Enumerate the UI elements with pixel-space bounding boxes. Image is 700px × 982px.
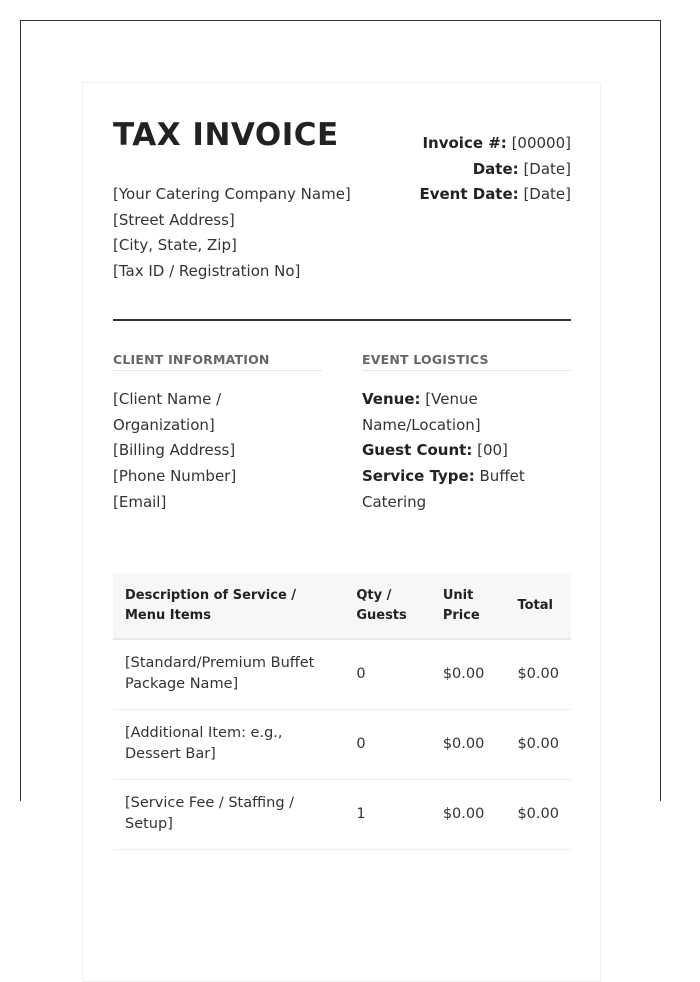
event-body: [362, 387, 571, 516]
service-type-label: Service Type:: [362, 467, 475, 486]
row-qty: 0: [344, 639, 431, 710]
company-details: [113, 182, 373, 285]
table-row: [113, 710, 571, 780]
event-date-value: [Date]: [523, 185, 571, 204]
client-heading: CLIENT INFORMATION: [113, 352, 322, 371]
invoice-date-row: [419, 157, 571, 183]
service-type-value: Buffet Catering: [362, 467, 525, 511]
row-description: [Standard/Premium Buffet Package Name]: [113, 639, 344, 710]
header-unit-price: Unit Price: [431, 573, 506, 639]
row-unit-price: $0.00: [431, 780, 506, 850]
client-information: [113, 352, 322, 516]
event-logistics: [362, 352, 571, 516]
table-header: [113, 573, 571, 639]
invoice-page: [82, 82, 601, 982]
row-total: $0.00: [505, 710, 571, 780]
company-city: [City, State, Zip]: [113, 236, 237, 255]
table-body: [113, 639, 571, 850]
guest-count-label: Guest Count:: [362, 441, 473, 460]
guest-count-value: [00]: [477, 441, 508, 460]
client-email: [Email]: [113, 492, 167, 511]
invoice-title: TAX INVOICE: [113, 117, 339, 153]
row-total: $0.00: [505, 639, 571, 710]
header-qty: Qty / Guests: [344, 573, 431, 639]
table-row: [113, 639, 571, 710]
invoice-meta: [419, 131, 571, 208]
client-body: [113, 387, 322, 516]
table-header-row: [113, 573, 571, 639]
invoice-number-row: [419, 131, 571, 157]
invoice-number-label: Invoice #:: [422, 134, 507, 152]
document-viewport[interactable]: [20, 20, 661, 832]
company-name: [Your Catering Company Name]: [113, 185, 351, 203]
row-description: [Additional Item: e.g., Dessert Bar]: [113, 710, 344, 780]
event-date-label: Event Date:: [419, 185, 519, 204]
row-description: [Service Fee / Staffing / Setup]: [113, 780, 344, 850]
row-qty: 0: [344, 710, 431, 780]
header-description: Description of Service / Menu Items: [113, 573, 344, 639]
event-heading: EVENT LOGISTICS: [362, 352, 571, 371]
line-items-table: [113, 573, 571, 850]
invoice-date-label: Date:: [472, 159, 519, 178]
client-phone: [Phone Number]: [113, 467, 237, 486]
event-service-type: [362, 464, 571, 515]
header-divider: [113, 319, 571, 321]
table-row: [113, 780, 571, 850]
client-billing-address: [Billing Address]: [113, 441, 236, 460]
company-tax-id: [Tax ID / Registration No]: [113, 262, 301, 281]
venue-value: [Venue Name/Location]: [362, 390, 481, 434]
event-venue: [362, 387, 571, 438]
row-qty: 1: [344, 780, 431, 850]
invoice-date-value: [Date]: [523, 159, 571, 178]
event-guest-count: [362, 438, 571, 464]
venue-label: Venue:: [362, 390, 421, 408]
row-total: $0.00: [505, 780, 571, 850]
invoice-number-value: [00000]: [511, 134, 571, 152]
event-date-row: [419, 182, 571, 208]
client-name: [Client Name / Organization]: [113, 390, 222, 434]
row-unit-price: $0.00: [431, 710, 506, 780]
row-unit-price: $0.00: [431, 639, 506, 710]
header-total: Total: [505, 573, 571, 639]
company-street: [Street Address]: [113, 210, 235, 229]
